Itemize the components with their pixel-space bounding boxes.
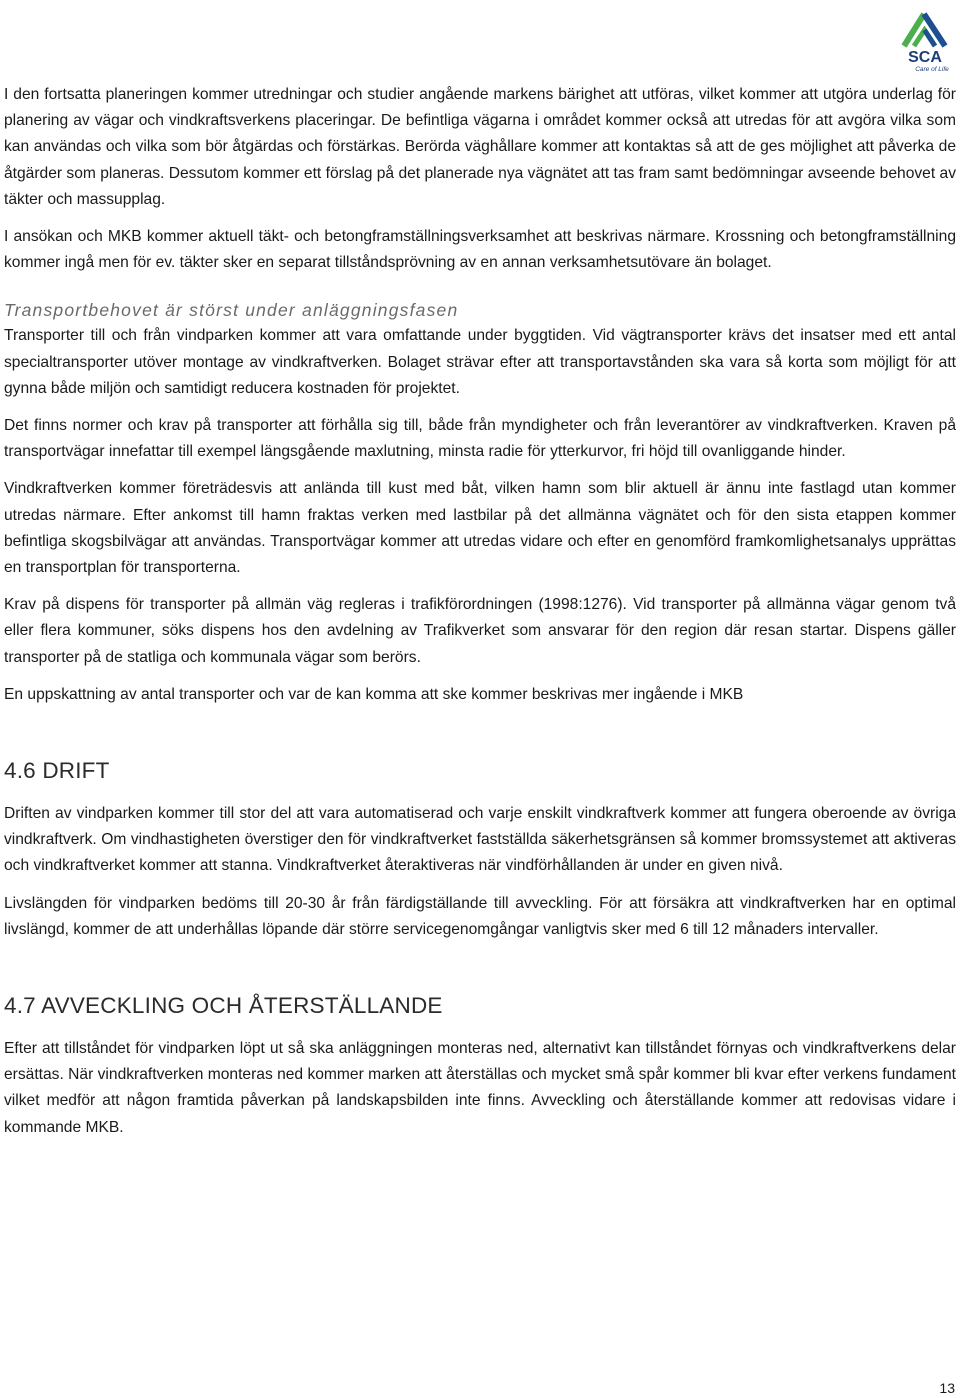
sca-logo bbox=[898, 5, 952, 73]
paragraph-transport-4: Krav på dispens för transporter på allmän väg regleras i trafikförordningen (1998:1276). Vid transporter på allmänna vägar genom två eller flera kommuner, söks dispens hos den avdelning av Trafikverket som ansvarar för den region där resan startar. Dispens gäller transporter på de statliga och kommunala vägar som berörs. bbox=[4, 596, 956, 666]
paragraph-avveckling-1: Efter att tillståndet för vindparken löpt ut så ska anläggningen monteras ned, alternativt kan tillståndet förnyas och vindkraftverkens delar ersättas. När vindkraftverken monteras ned kommer marken att återställas och mycket små spår kommer bli kvar efter verkens fundament vilket medför att någon framtida påverkan på landskapsbilden inte finns. Avveckling och återställande kommer att redovisas vidare i kommande MKB. bbox=[4, 1040, 956, 1136]
page-number: 13 bbox=[939, 1380, 955, 1396]
subheading-transport: Transportbehovet är störst under anläggningsfasen bbox=[4, 300, 459, 321]
paragraph-intro-2: I ansökan och MKB kommer aktuell täkt- och betongframställningsverksamhet att beskrivas närmare. Krossning och betongframställning kommer ingå men för ev. täkter sker en separat tillståndsprövning av en annan verksamhetsutövare än bolaget. bbox=[4, 228, 956, 272]
section-transport bbox=[4, 297, 956, 708]
paragraph-transport-2: Det finns normer och krav på transporter att förhålla sig till, både från myndigheter och från leverantörer av vindkraftverken. Kraven på transportvägar innefattar till exempel längsgående maxlutning, minsta radie för ytterkurvor, fri höjd till ovanliggande hinder. bbox=[4, 417, 956, 461]
logo-mark-outer-left bbox=[904, 14, 924, 46]
section-heading-drift: 4.6 DRIFT bbox=[4, 758, 110, 784]
logo-brand-text: SCA bbox=[908, 49, 942, 66]
paragraph-intro-1: I den fortsatta planeringen kommer utredningar och studier angående markens bärighet att utföras, vilket kommer att utgöra underlag för planering av vägar och vindkraftsverkens placeringar. De befintliga vägarna i området kommer också att utredas för att avgöra vilka som kan användas och vilka som bör åtgärdas och förstärkas. Berörda väghållare kommer att kontaktas så att de ges möjlighet att påverka de åtgärder som planeras. Dessutom kommer ett förslag på det planerade nya vägnätet att tas fram samt bedömningar avseende behovet av täkter och massupplag. bbox=[4, 86, 956, 208]
section-heading-avveckling: 4.7 AVVECKLING OCH ÅTERSTÄLLANDE bbox=[4, 993, 443, 1019]
paragraph-drift-1: Driften av vindparken kommer till stor del att vara automatiserad och varje enskilt vindkraftverk kommer att fungera oberoende av övriga vindkraftverk. Om vindhastigheten överstiger den för vindkraftverket fastställda säkerhetsgränsen så kommer bromssystemet att aktiveras och vindkraftverket kommer att stanna. Vindkraftverket återaktiveras när vindförhållanden är under en given nivå. bbox=[4, 805, 956, 875]
logo-tagline-text: Care of Life bbox=[915, 66, 949, 73]
section-avveckling bbox=[4, 991, 956, 1141]
content-area bbox=[4, 82, 956, 1152]
paragraph-transport-3: Vindkraftverken kommer företrädesvis att anlända till kust med båt, vilken hamn som blir aktuell är ännu inte fastlagd utan kommer utredas närmare. Efter ankomst till hamn fraktas verken med lastbilar på det allmänna vägnätet och för den sista etappen kommer befintliga skogsbilvägar att användas. Transportvägar kommer att utredas vidare och efter en genomförd framkomlighetsanalys upprättas en transportplan för transporterna. bbox=[4, 480, 956, 577]
section-drift bbox=[4, 756, 956, 943]
paragraph-drift-2: Livslängden för vindparken bedöms till 20-30 år från färdigställande till avveckling. För att försäkra att vindkraftverken har en optimal livslängd, kommer de att underhållas löpande där större servicegenomgångar vanligtvis sker med 6 till 12 månaders intervaller. bbox=[4, 894, 956, 938]
section-intro bbox=[4, 82, 956, 276]
paragraph-transport-5: En uppskattning av antal transporter och var de kan komma att ske kommer beskrivas mer ingående i MKB bbox=[4, 685, 744, 703]
paragraph-transport-1: Transporter till och från vindparken kommer att vara omfattande under byggtiden. Vid vägtransporter krävs det insatser med ett antal specialtransporter utöver montage av vindkraftverken. Bolaget strävar efter att transportavstånden ska vara så korta som möjligt för att gynna både miljön och samtidigt reducera kostnaden för projektet. bbox=[4, 327, 956, 397]
